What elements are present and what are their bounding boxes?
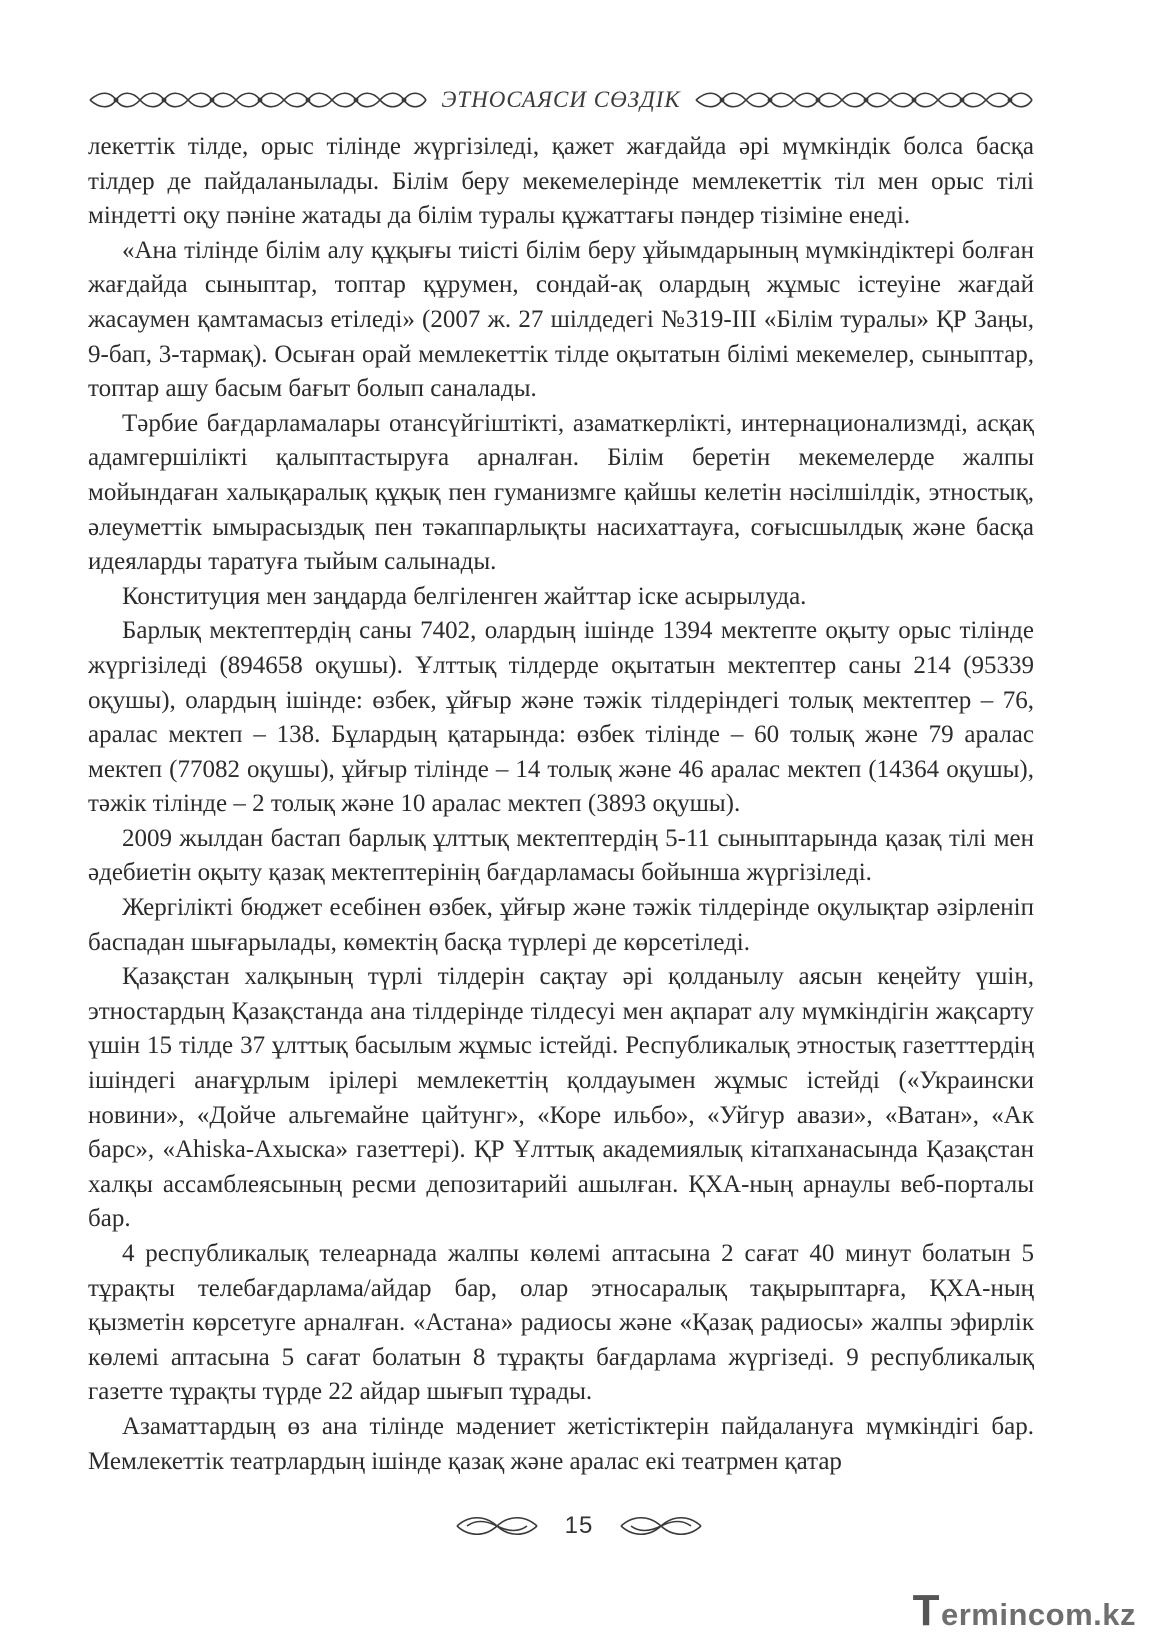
watermark-logo (913, 1586, 1136, 1636)
running-header (88, 82, 1034, 118)
paragraph: «Ана тілінде білім алу құқығы тиісті білім беру ұйымдарының мүмкіндіктері болған жағдайда сыныптар, топтар құрумен, сондай-ақ олардың жұмыс істеуіне жағдай жасаумен қамтамасыз етіледі» (2007 ж. 27 шілдедегі №319-ІІІ «Білім туралы» ҚР Заңы, 9-бап, 3-тармақ). Осыған орай мемлекеттік тілде оқытатын білімі мекемелер, сыныптар, топтар ашу басым бағыт болып саналады. (88, 236, 1034, 403)
ornament-left-icon (88, 89, 428, 111)
page-number: 15 (564, 1512, 594, 1539)
watermark-text: o (1045, 1597, 1066, 1632)
watermark-text: m.kz (1065, 1597, 1136, 1632)
paragraph: Конституция мен заңдарда белгіленген жайттар іске асырылуда. (122, 582, 807, 610)
paragraph: Азаматтардың өз ана тілінде мәдениет жетістіктерін пайдалануға мүмкіндігі бар. Мемлекеттік театрлардың ішінде қазақ және аралас екі театрмен қатар (88, 1412, 1034, 1475)
paragraph: Жергілікті бюджет есебінен өзбек, ұйғыр және тәжік тілдерінде оқулықтар әзірленіп баспадан шығарылады, көмектің басқа түрлері де көрсетіледі. (88, 894, 1034, 956)
watermark-letter: T (912, 1586, 940, 1635)
paragraph: Барлық мектептердің саны 7402, олардың ішінде 1394 мектепте оқыту орыс тілінде жүргізіледі (894658 оқушы). Ұлттық тілдерде оқытатын мектептер саны 214 (95339 оқушы), олардың ішінде: өзбек, ұйғыр және тәжік тілдеріндегі толық мектептер – 76, аралас мектеп – 138. Бұлардың қатарында: өзбек тілінде – 60 толық және 79 аралас мектеп (77082 оқушы), ұйғыр тілінде – 14 толық және 46 аралас мектеп (14364 оқушы), тәжік тілінде – 2 толық және 10 аралас мектеп (3893 оқушы). (88, 617, 1034, 818)
footer-ornament-left-icon (455, 1513, 539, 1539)
watermark-text: erminc (940, 1597, 1046, 1632)
ornament-right-icon (694, 89, 1034, 111)
page-body (88, 130, 1034, 1479)
page-footer (0, 1508, 1158, 1544)
paragraph: Тәрбие бағдарламалары отансүйгіштікті, азаматкерлікті, интернационализмді, асқақ адамгершілікті қалыптастыруға арналған. Білім беретін мекемелерде жалпы мойындаған халықаралық құқық пен гуманизмге қайшы келетін нәсілшілдік, этностық, әлеуметтік ымырасыздық пен тәкаппарлықты насихаттауға, соғысшылдық және басқа идеяларды таратуға тыйым салынады. (88, 409, 1034, 576)
paragraph: Қазақстан халқының түрлі тілдерін сақтау әрі қолданылу аясын кеңейту үшін, этностардың Қазақстанда ана тілдерінде тілдесуі мен ақпарат алу мүмкіндігін жақсарту үшін 15 тілде 37 ұлттық басылым жұмыс істейді. Республикалық этностық газетттердің ішіндегі анағұрлым ірілері мемлекеттің қолдауымен жұмыс істейді («Украински новини», «Дойче альгемайне цайтунг», «Коре ильбо», «Уйгур авази», «Ватан», «Ак барс», «Ahiska-Ахыска» газеттері). ҚР Ұлттық академиялық кітапханасында Қазақстан халқы ассамблеясының ресми депозитарийі ашылған. ҚХА-ның арнаулы веб-порталы бар. (88, 963, 1034, 1233)
paragraph: 2009 жылдан бастап барлық ұлттық мектептердің 5-11 сыныптарында қазақ тілі мен әдебиетін оқыту қазақ мектептерінің бағдарламасы бойынша жүргізіледі. (88, 824, 1034, 887)
footer-ornament-right-icon (619, 1513, 703, 1539)
header-title: ЭТНОСАЯСИ СӨЗДІК (441, 87, 681, 112)
paragraph: 4 республикалық телеарнада жалпы көлемі аптасына 2 сағат 40 минут болатын 5 тұрақты телебағдарлама/айдар бар, олар этносаралық тақырыптарға, ҚХА-ның қызметін көрсетуге арналған. «Астана» радиосы және «Қазақ радиосы» жалпы эфирлік көлемі аптасына 5 сағат болатын 8 тұрақты бағдарлама жүргізеді. 9 республикалық газетте тұрақты түрде 22 айдар шығып тұрады. (88, 1240, 1034, 1406)
paragraph: лекеттік тілде, орыс тілінде жүргізіледі, қажет жағдайда әрі мүмкіндік болса басқа тілдер де пайдаланылады. Білім беру мекемелерінде мемлекеттік тіл мен орыс тілі міндетті оқу пәніне жатады да білім туралы құжаттағы пәндер тізіміне енеді. (88, 133, 1034, 230)
